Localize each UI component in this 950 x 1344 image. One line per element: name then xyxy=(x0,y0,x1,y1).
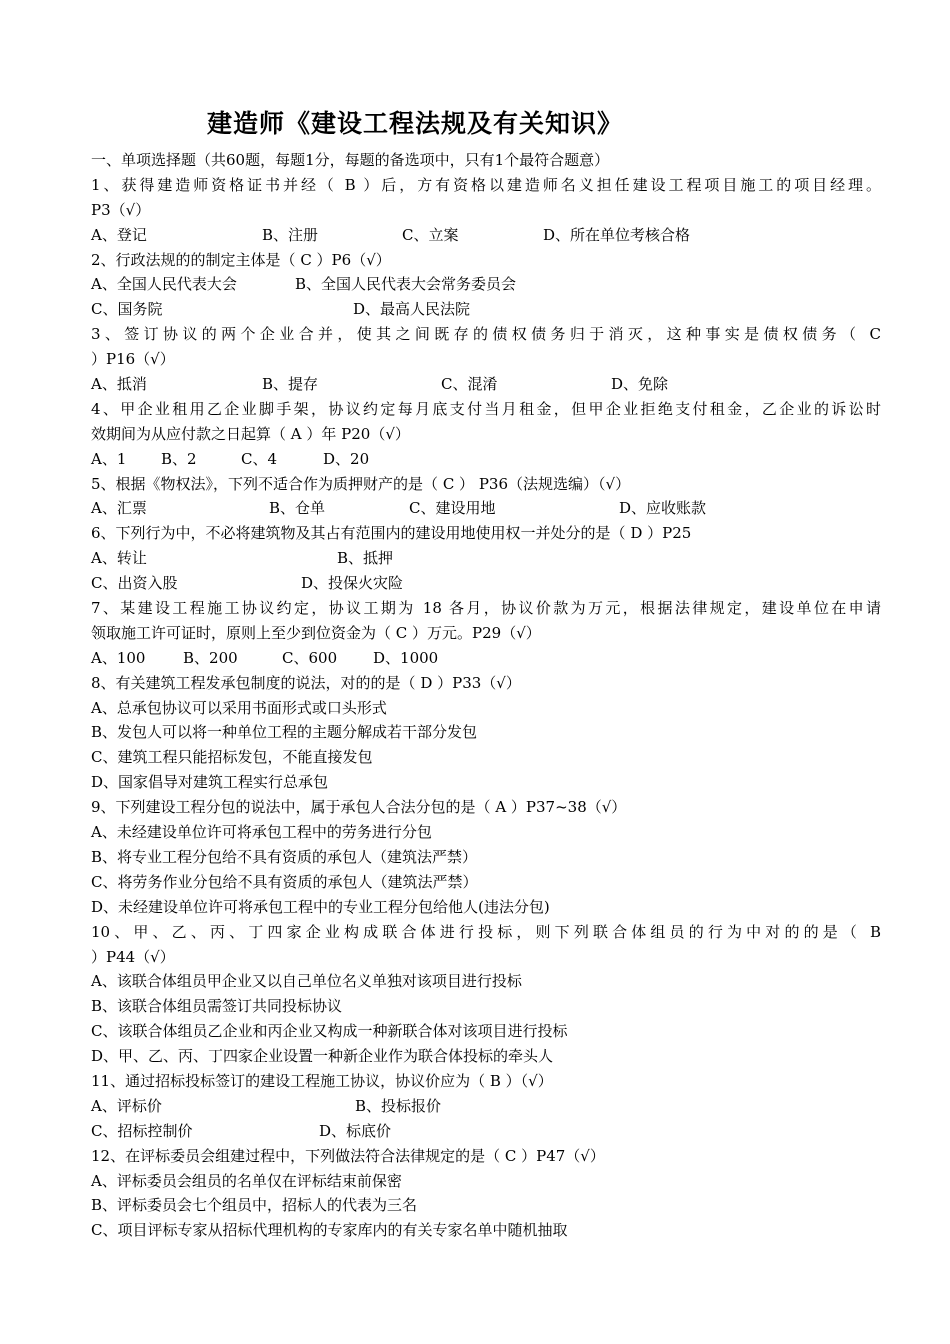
question-9-options-row xyxy=(91,870,881,895)
section-header: 一、单项选择题（共60题，每题1分，每题的备选项中，只有1个最符合题意） xyxy=(91,151,610,169)
question-6-options-row xyxy=(91,546,881,571)
question-5-option: C、建设用地 xyxy=(409,499,496,518)
question-1-options-row xyxy=(91,223,881,248)
question-5-option: B、仓单 xyxy=(269,499,326,518)
question-11-option: D、标底价 xyxy=(319,1121,392,1140)
question-9-options-row xyxy=(91,845,881,870)
question-6-option: C、出资入股 xyxy=(91,574,178,593)
question-3-option: B、提存 xyxy=(262,375,319,394)
question-1-option: B、注册 xyxy=(262,225,319,244)
question-2-stem: 2、行政法规的的制定主体是（ C ）P6（√） xyxy=(91,250,391,269)
question-10-options-row xyxy=(91,969,881,994)
question-1-option: D、所在单位考核合格 xyxy=(543,225,691,244)
question-12-options-row xyxy=(91,1218,881,1243)
question-4-option: A、1 xyxy=(91,449,127,468)
question-3-option: D、免除 xyxy=(611,375,669,394)
question-4-stem: 4、甲企业租用乙企业脚手架，协议约定每月底支付当月租金，但甲企业拒绝支付租金，乙企业的诉讼时 xyxy=(91,399,881,418)
question-10-stem: 10、甲、乙、丙、丁四家企业构成联合体进行投标，则下列联合体组员的行为中对的的是（ B xyxy=(91,922,881,941)
question-9-option: C、将劳务作业分包给不具有资质的承包人（建筑法严禁） xyxy=(91,872,478,891)
question-11-options-row xyxy=(91,1094,881,1119)
question-10-stem: ）P44（√） xyxy=(91,947,175,966)
question-9-options-row xyxy=(91,895,881,920)
question-12-option: C、项目评标专家从招标代理机构的专家库内的有关专家名单中随机抽取 xyxy=(91,1221,568,1240)
question-4-option: B、2 xyxy=(161,449,197,468)
document-title: 建造师《建设工程法规及有关知识》 xyxy=(206,109,623,138)
question-8-options-row xyxy=(91,745,881,770)
question-4-option: C、4 xyxy=(241,449,278,468)
question-8-stem: 8、有关建筑工程发承包制度的说法，对的的是（ D ）P33（√） xyxy=(91,673,521,692)
question-4-stem: 效期间为从应付款之日起算（ A ）年 P20（√） xyxy=(91,424,410,443)
question-11-option: C、招标控制价 xyxy=(91,1121,193,1140)
question-5-options-row xyxy=(91,496,881,521)
question-7-stem: 领取施工许可证时，原则上至少到位资金为（ C ）万元。P29（√） xyxy=(91,623,541,642)
question-8-option: C、建筑工程只能招标发包，不能直接发包 xyxy=(91,748,373,767)
question-6-stem: 6、下列行为中，不必将建筑物及其占有范围内的建设用地使用权一并处分的是（ D ）P25 xyxy=(91,524,692,543)
question-10-options-row xyxy=(91,994,881,1019)
question-2-option: D、最高人民法院 xyxy=(353,300,471,319)
question-10-options-row xyxy=(91,1044,881,1069)
question-12-options-row xyxy=(91,1169,881,1194)
question-8-option: D、国家倡导对建筑工程实行总承包 xyxy=(91,773,329,792)
question-2-option: B、全国人民代表大会常务委员会 xyxy=(295,275,517,294)
question-9-stem: 9、下列建设工程分包的说法中，属于承包人合法分包的是（ A ）P37~38（√） xyxy=(91,798,627,817)
question-3-option: C、混淆 xyxy=(441,375,498,394)
question-8-option: B、发包人可以将一种单位工程的主题分解成若干部分发包 xyxy=(91,723,478,742)
question-2-options-row xyxy=(91,272,881,297)
question-8-option: A、总承包协议可以采用书面形式或口头形式 xyxy=(91,698,387,717)
question-4-option: D、20 xyxy=(323,449,370,468)
question-12-options-row xyxy=(91,1193,881,1218)
question-5-option: D、应收账款 xyxy=(619,499,707,518)
question-8-options-row xyxy=(91,720,881,745)
question-1-option: C、立案 xyxy=(402,225,459,244)
question-10-option: D、甲、乙、丙、丁四家企业设置一种新企业作为联合体投标的牵头人 xyxy=(91,1047,554,1066)
question-3-stem: ）P16（√） xyxy=(91,350,175,369)
question-7-stem: 7、某建设工程施工协议约定，协议工期为 18 各月，协议价款为万元，根据法律规定，建设单位在申请 xyxy=(91,599,881,618)
question-9-option: A、未经建设单位许可将承包工程中的劳务进行分包 xyxy=(91,823,432,842)
question-7-option: A、100 xyxy=(91,648,146,667)
question-9-option: D、未经建设单位许可将承包工程中的专业工程分包给他人(违法分包) xyxy=(91,897,550,916)
question-6-option: B、抵押 xyxy=(337,549,394,568)
question-10-option: A、该联合体组员甲企业又以自己单位名义单独对该项目进行投标 xyxy=(91,972,522,991)
question-3-option: A、抵消 xyxy=(91,375,147,394)
question-5-option: A、汇票 xyxy=(91,499,147,518)
question-3-options-row xyxy=(91,372,881,397)
question-10-option: C、该联合体组员乙企业和丙企业又构成一种新联合体对该项目进行投标 xyxy=(91,1022,568,1041)
question-7-option: C、600 xyxy=(282,648,338,667)
question-list xyxy=(91,148,881,1243)
question-12-stem: 12、在评标委员会组建过程中，下列做法符合法律规定的是（ C ）P47（√） xyxy=(91,1146,605,1165)
question-11-option: B、投标报价 xyxy=(355,1096,442,1115)
question-3-stem: 3、签订协议的两个企业合并，使其之间既存的债权债务归于消灭，这种事实是债权债务（ C xyxy=(91,325,881,344)
question-2-options-row xyxy=(91,297,881,322)
question-10-option: B、该联合体组员需签订共同投标协议 xyxy=(91,997,343,1016)
question-7-option: B、200 xyxy=(183,648,238,667)
question-11-options-row xyxy=(91,1119,881,1144)
question-10-options-row xyxy=(91,1019,881,1044)
question-8-options-row xyxy=(91,696,881,721)
question-2-option: C、国务院 xyxy=(91,300,163,319)
question-8-options-row xyxy=(91,770,881,795)
question-12-option: A、评标委员会组员的名单仅在评标结束前保密 xyxy=(91,1171,402,1190)
question-11-option: A、评标价 xyxy=(91,1096,162,1115)
question-7-options-row xyxy=(91,646,881,671)
question-2-option: A、全国人民代表大会 xyxy=(91,275,237,294)
question-1-option: A、登记 xyxy=(91,225,147,244)
question-12-option: B、评标委员会七个组员中，招标人的代表为三名 xyxy=(91,1196,418,1215)
question-11-stem: 11、通过招标投标签订的建设工程施工协议，协议价应为（ B ）（√） xyxy=(91,1071,553,1090)
question-5-stem: 5、根据《物权法》，下列不适合作为质押财产的是（ C ） P36（法规选编）（√） xyxy=(91,474,631,493)
question-9-option: B、将专业工程分包给不具有资质的承包人（建筑法严禁） xyxy=(91,847,478,866)
question-4-options-row xyxy=(91,447,881,472)
question-6-options-row xyxy=(91,571,881,596)
question-7-option: D、1000 xyxy=(373,648,439,667)
question-6-option: A、转让 xyxy=(91,549,147,568)
question-6-option: D、投保火灾险 xyxy=(301,574,404,593)
question-9-options-row xyxy=(91,820,881,845)
question-1-stem: P3（√） xyxy=(91,200,151,219)
question-1-stem: 1、获得建造师资格证书并经（ B ）后，方有资格以建造师名义担任建设工程项目施工的项目经理。 xyxy=(91,175,881,194)
